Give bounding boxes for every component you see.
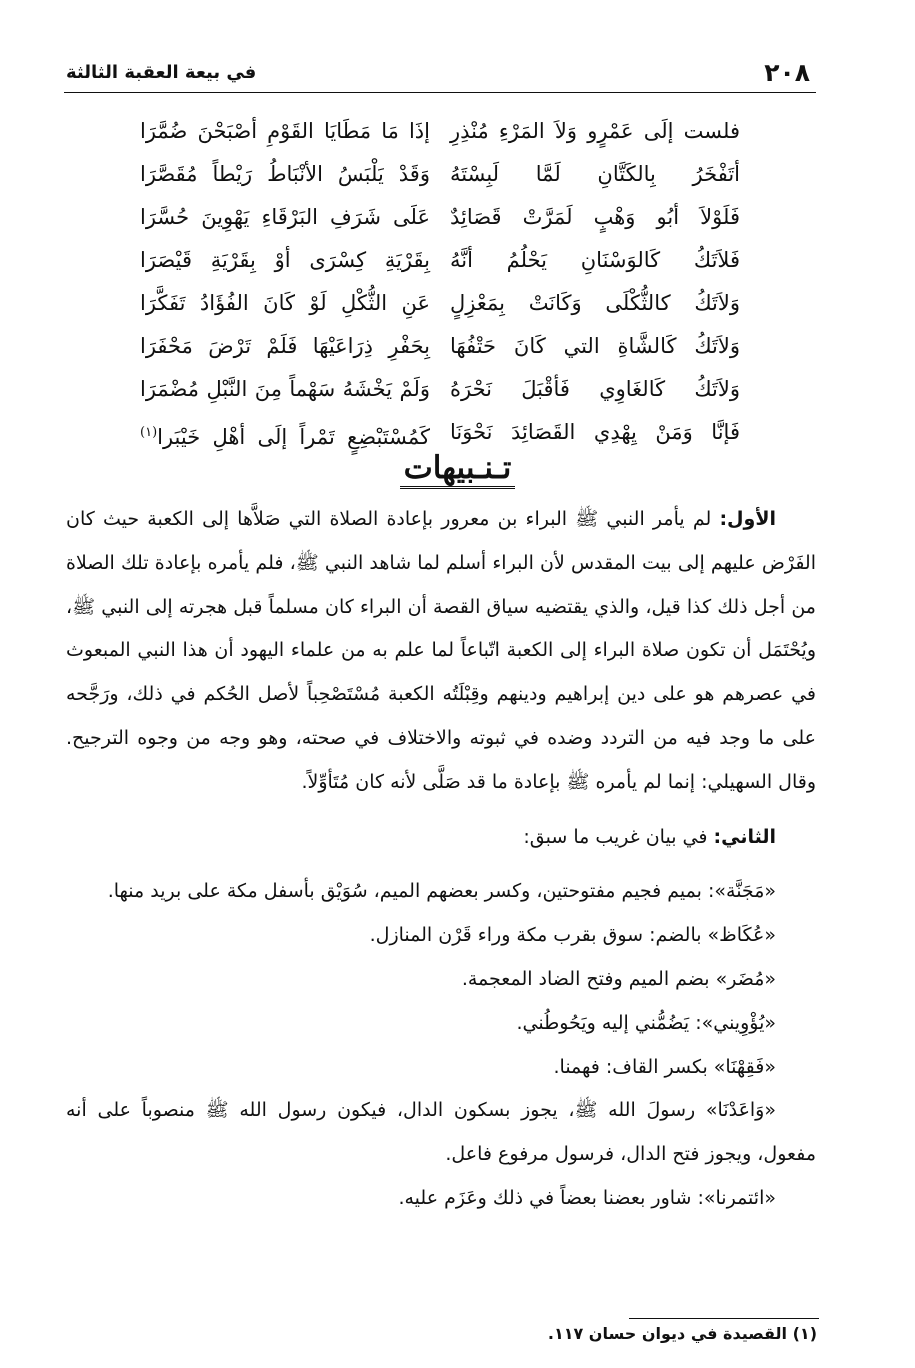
verse-first-hemistich: فَلَوْلاَ أبُو وَهْبٍ لَمَرَّتْ قَصَائِدٌ — [450, 205, 740, 229]
footnote-marker[interactable]: (١) — [140, 425, 158, 440]
second-note-paragraph — [66, 816, 816, 860]
running-header — [64, 58, 816, 93]
verse-second-hemistich: عَنِ الثُّكْلِ لَوْ كَانَ الفُؤَادُ تَفَكَّرَا — [140, 291, 430, 315]
verse-3 — [140, 196, 740, 239]
glossary-entry: «مَجَنَّة»: بميم فجيم مفتوحتين، وكسر بعضهم الميم، سُوَيْق بأسفل مكة على بريد منها. — [107, 880, 776, 903]
verse-second-hemistich: إذَا مَا مَطَايَا القَوْمِ أصْبَحْنَ ضُمَّرَا — [140, 119, 430, 143]
glossary-entry: «فَقِهْنَا» بكسر القاف: فهمنا. — [553, 1055, 776, 1078]
verse-first-hemistich: أتَفْخَرُ بِالكَتَّانِ لَمَّا لَبِسْتَهُ — [450, 162, 740, 186]
verse-4 — [140, 239, 740, 282]
verse-first-hemistich: وَلاَتَكُ كالثُّكْلَى وَكَانَتْ بِمَعْزِلٍ — [450, 291, 740, 315]
second-note-lead: الثاني: — [713, 825, 776, 848]
glossary-entry: «وَاعَدْنَا» رسولَ الله ﷺ، يجوز بسكون الدال، فيكون رسول الله ﷺ منصوباً على أنه مفعول، ويجوز فتح الدال، فرسول مرفوع فاعل. — [66, 1099, 816, 1166]
verse-first-hemistich: فَإنَّا وَمَنْ يِهْدِي القَصَائِدَ نَحْوَنَا — [450, 420, 740, 444]
poem — [140, 110, 740, 454]
verse-second-hemistich: بِحَفْرِ ذِرَاعَيْهَا فَلَمْ تَرْضَ مَحْفَرَا — [140, 334, 430, 358]
verse-second-hemistich-text: كَمُسْتَبْضِعٍ تَمْراً إلَى أهْلِ خَيْبَرا — [157, 425, 430, 449]
verse-second-hemistich: وَقَدْ يَلْبَسُ الأنْبَاطُ رَيْطاً مُقَصَّرَا — [140, 162, 430, 186]
verse-first-hemistich: وَلاَتَكُ كَالشَّاةِ التي كَانَ حَتْفُهَا — [450, 334, 740, 358]
verse-second-hemistich: بِقَرْيَةِ كِسْرَى أوْ بِقَرْيَةِ قَيْصَرَا — [140, 248, 430, 272]
verse-5 — [140, 282, 740, 325]
section-heading-text: تـنـبيهات — [400, 450, 516, 489]
second-note-text: في بيان غريب ما سبق: — [523, 825, 714, 848]
verse-7 — [140, 368, 740, 411]
verse-1 — [140, 110, 740, 153]
glossary-entry: «يُؤْوِيني»: يَضُمُّني إليه ويَحُوطُني. — [516, 1011, 776, 1034]
first-note-paragraph — [66, 498, 816, 805]
verse-2 — [140, 153, 740, 196]
page-number: ٢٠٨ — [764, 58, 810, 87]
glossary-entry: «مُضَر» بضم الميم وفتح الضاد المعجمة. — [461, 967, 776, 990]
verse-second-hemistich: عَلَى شَرَفِ البَرْقَاءِ يَهْوِينَ حُسَّرَا — [140, 205, 430, 229]
verse-second-hemistich: وَلَمْ يَخْشَهُ سَهْماً مِنَ النَّبْلِ مُضْمَرَا — [140, 377, 430, 401]
footnote-divider — [629, 1318, 819, 1319]
body-text — [66, 498, 816, 1221]
footnote: (١) القصيدة في ديوان حسان ١١٧. — [547, 1324, 817, 1343]
glossary-entry: «عُكَاظ» بالضم: سوق بقرب مكة وراء قَرْن المنازل. — [369, 924, 776, 947]
verse-first-hemistich: فلست إلَى عَمْرٍو وَلاَ المَرْءِ مُنْذِرِ — [450, 119, 740, 143]
verse-first-hemistich: وَلاَتَكُ كَالغَاوِي فَأقْبَلَ نَحْرَهُ — [450, 377, 740, 401]
chapter-title: في بيعة العقبة الثالثة — [66, 62, 257, 83]
first-note-lead: الأول: — [719, 508, 776, 530]
glossary-entry: «ائتمرنا»: شاور بعضنا بعضاً في ذلك وعَزَم عليه. — [398, 1186, 776, 1209]
first-note-text: لم يأمر النبي ﷺ البراء بن معرور بإعادة الصلاة التي صَلاَّها إلى الكعبة حيث كان الفَرْض عليهم إلى بيت المقدس لأن البراء أسلم لما شاهد النبي ﷺ، فلم يأمره بإعادة تلك الصلاة من أجل ذلك كذا قيل، والذي يقتضيه سياق القصة أن البراء كان مسلماً قبل هجرته إلى النبي ﷺ، ويُحْتَمَل أن تكون صلاة البراء إلى الكعبة اتّباعاً لما علم به من علماء اليهود أن هذا النبي المبعوث في عصرهم هو على دين إبراهيم ودينهم وقِبْلَتُه الكعبة مُسْتَصْحِباً لأصل الحُكم في ذلك، ورَجَّحه على ما وجد فيه من التردد وضده في ثبوته والاختلاف في صحته، وهو وجه من وجوه الترجيح. وقال السهيلي: إنما لم يأمره ﷺ بإعادة ما قد صَلَّى لأنه كان مُتَأوِّلاً. — [66, 508, 816, 793]
verse-first-hemistich: فَلاَتَكُ كَالوَسْنَانِ يَحْلُمُ أنَّهُ — [450, 248, 740, 272]
glossary-list — [66, 870, 816, 1220]
section-heading — [0, 448, 915, 488]
verse-6 — [140, 325, 740, 368]
